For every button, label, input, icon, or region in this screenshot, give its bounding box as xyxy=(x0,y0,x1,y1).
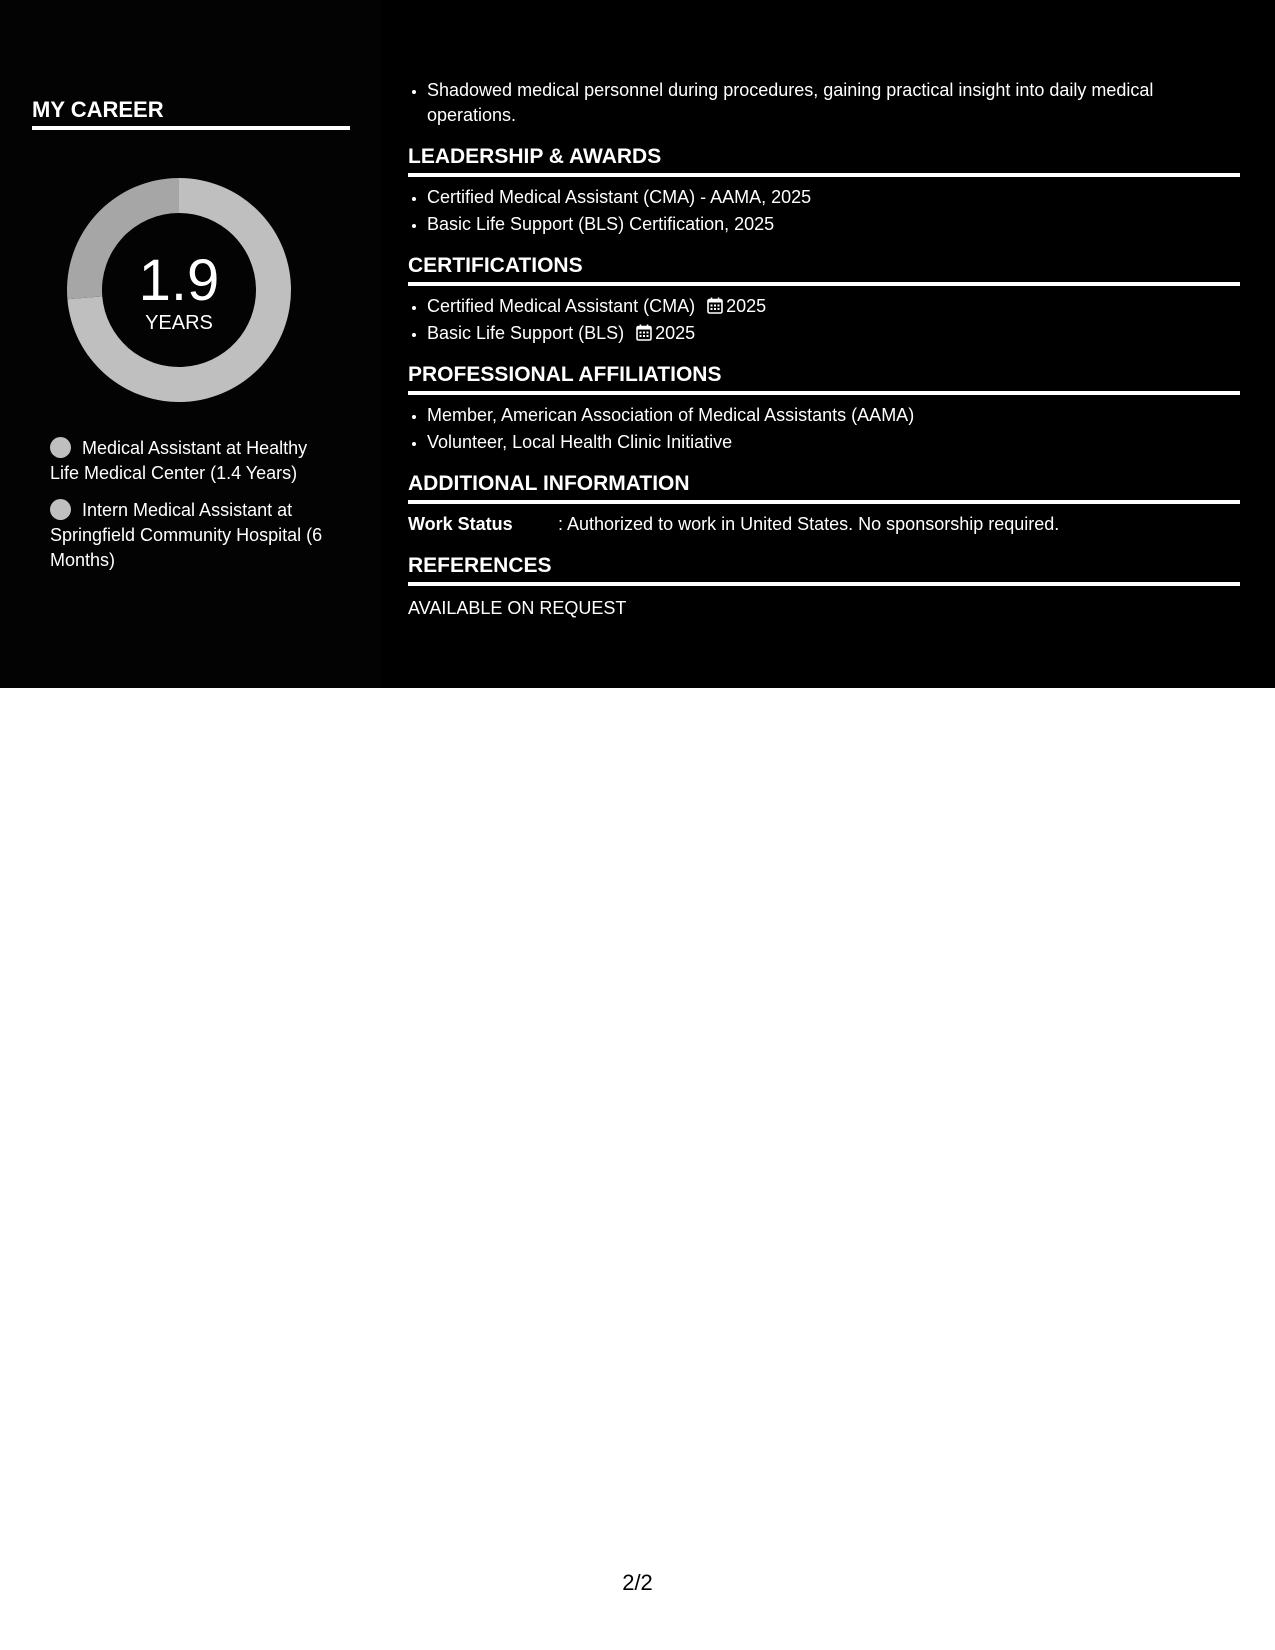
work-status-label: Work Status xyxy=(408,514,513,534)
main-content xyxy=(408,78,1240,621)
career-total-value: 1.9 xyxy=(138,247,220,313)
work-status-row xyxy=(408,512,1240,537)
career-section-title: MY CAREER xyxy=(32,98,350,130)
experience-bullet: • Shadowed medical personnel during procedures, gaining practical insight into daily medical operations. xyxy=(427,78,1240,128)
legend-label: Intern Medical Assistant at Springfield Community Hospital (6 Months) xyxy=(50,500,323,570)
leadership-section-title: LEADERSHIP & AWARDS xyxy=(408,144,1240,177)
legend-item xyxy=(50,498,340,573)
certification-year: 2025 xyxy=(726,296,767,316)
legend-item xyxy=(50,436,340,486)
legend-dot-icon xyxy=(50,499,71,520)
page-number: 2/2 xyxy=(622,1570,653,1595)
references-text: AVAILABLE ON REQUEST xyxy=(408,598,627,618)
affiliation-item: • Volunteer, Local Health Clinic Initiative xyxy=(427,430,1240,455)
certification-name: Certified Medical Assistant (CMA) xyxy=(427,296,696,316)
sidebar xyxy=(0,0,382,688)
leadership-list xyxy=(408,185,1240,237)
leadership-item: • Basic Life Support (BLS) Certification, 2025 xyxy=(427,212,1240,237)
legend-dot-icon xyxy=(50,437,71,458)
affiliations-list xyxy=(408,403,1240,455)
affiliation-item: • Member, American Association of Medical Assistants (AAMA) xyxy=(427,403,1240,428)
certification-name: Basic Life Support (BLS) xyxy=(427,323,625,343)
experience-bullets xyxy=(408,78,1240,128)
career-total-unit: YEARS xyxy=(145,311,213,334)
calendar-icon xyxy=(707,297,723,314)
affiliations-section-title: PROFESSIONAL AFFILIATIONS xyxy=(408,362,1240,395)
certification-item xyxy=(427,294,1240,319)
additional-info-section-title: ADDITIONAL INFORMATION xyxy=(408,471,1240,504)
calendar-icon xyxy=(636,324,652,341)
certifications-section-title: CERTIFICATIONS xyxy=(408,253,1240,286)
certification-item xyxy=(427,321,1240,346)
references-section-title: REFERENCES xyxy=(408,553,1240,586)
career-total xyxy=(66,177,292,403)
career-legend xyxy=(50,436,340,585)
work-status-value: : Authorized to work in United States. No sponsorship required. xyxy=(558,514,1060,534)
leadership-item: • Certified Medical Assistant (CMA) - AAMA, 2025 xyxy=(427,185,1240,210)
certifications-list xyxy=(408,294,1240,346)
certification-year: 2025 xyxy=(655,323,696,343)
legend-label: Medical Assistant at Healthy Life Medical Center (1.4 Years) xyxy=(50,438,308,483)
